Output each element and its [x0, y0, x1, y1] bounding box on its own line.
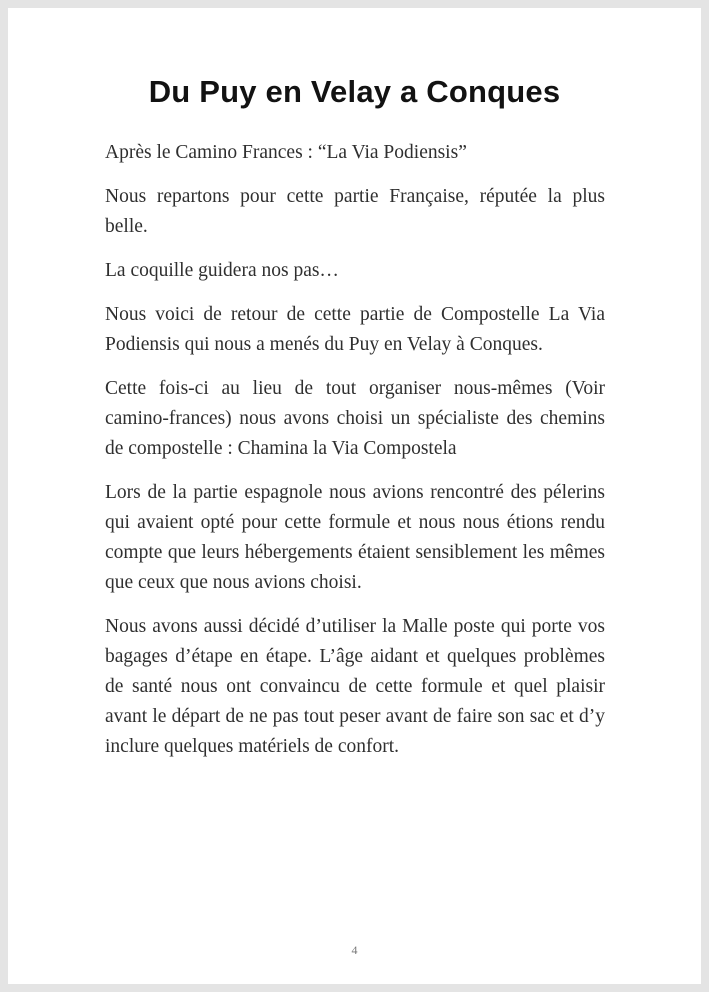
page-content — [8, 138, 701, 762]
page-number: 4 — [351, 943, 358, 957]
page-title: Du Puy en Velay a Conques — [148, 74, 561, 109]
paragraph: Nous voici de retour de cette partie de Compostelle La Via Podiensis qui nous a menés du Puy en Velay à Conques. — [105, 304, 605, 355]
paragraph: Lors de la partie espagnole nous avions rencontré des pélerins qui avaient opté pour cette formule et nous nous étions rendu compte que leurs hébergements étaient sensiblement les mêmes que ceux que nous avions choisi. — [105, 482, 605, 593]
paragraph: Cette fois-ci au lieu de tout organiser nous-mêmes (Voir camino-frances) nous avons choisi un spécialiste des chemins de compostelle : Chamina la Via Compostela — [105, 378, 605, 459]
paragraph: La coquille guidera nos pas… — [105, 260, 339, 281]
paragraph: Après le Camino Frances : “La Via Podiensis” — [105, 142, 467, 163]
paragraph: Nous avons aussi décidé d’utiliser la Malle poste qui porte vos bagages d’étape en étape. L’âge aidant et quelques problèmes de santé nous ont convaincu de cette formule et quel plaisir avant le départ de ne pas tout peser avant de faire son sac et d’y inclure quelques matériels de confort. — [105, 616, 605, 757]
document-page — [8, 8, 701, 984]
paragraph: Nous repartons pour cette partie Française, réputée la plus belle. — [105, 186, 605, 237]
